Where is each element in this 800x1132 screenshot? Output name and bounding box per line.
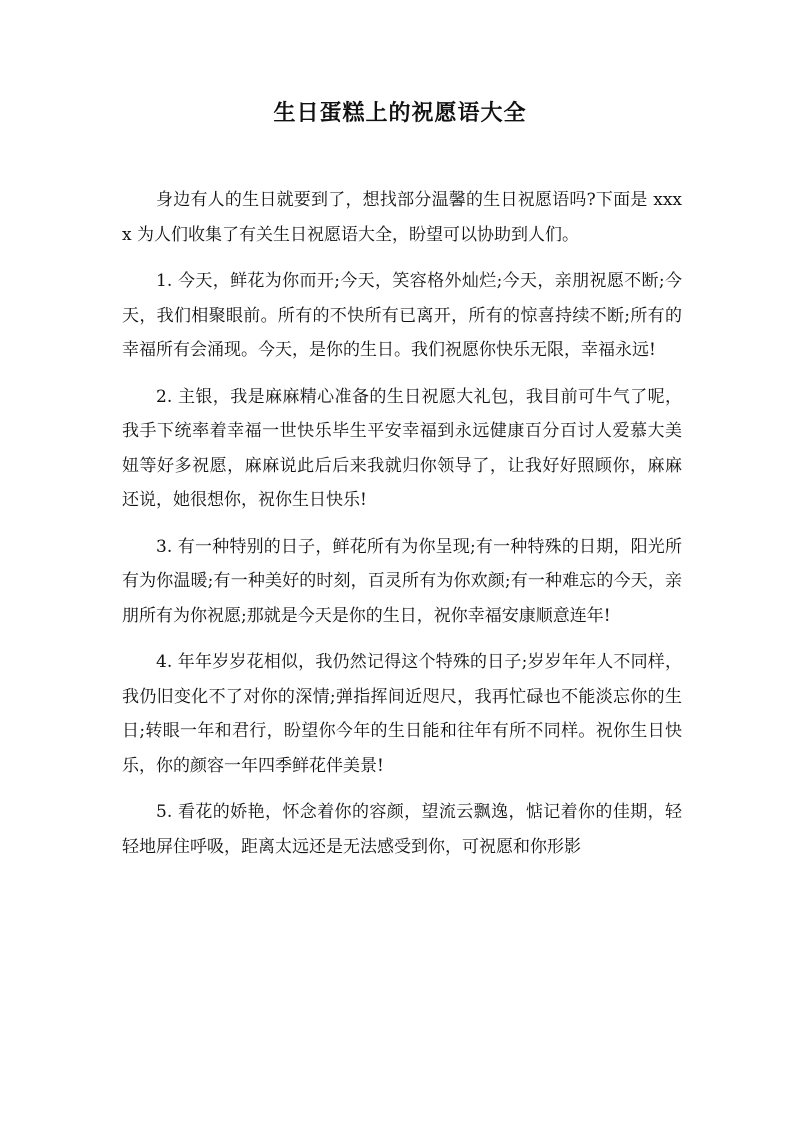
wish-paragraph-2: 2. 主银，我是麻麻精心准备的生日祝愿大礼包，我目前可牛气了呢，我手下统率着幸福一世快乐毕生平安幸福到永远健康百分百讨人爱慕大美妞等好多祝愿，麻麻说此后后来我就归你领导了，让我好好照顾你，麻麻还说，她很想你，祝你生日快乐! [122,386,682,510]
document-title: 生日蛋糕上的祝愿语大全 [273,100,527,126]
wish-paragraph-4: 4. 年年岁岁花相似，我仍然记得这个特殊的日子;岁岁年年人不同样，我仍旧变化不了对你的深情;弹指挥间近咫尺，我再忙碌也不能淡忘你的生日;转眼一年和君行，盼望你今年的生日能和往年有所不同样。祝你生日快乐，你的颜容一年四季鲜花伴美景! [122,652,682,776]
document-body [122,183,682,876]
wish-paragraph-5: 5. 看花的娇艳，怀念着你的容颜，望流云飘逸，惦记着你的佳期，轻轻地屏住呼吸，距离太远还是无法感受到你，可祝愿和你形影 [122,802,682,857]
wish-paragraph-3: 3. 有一种特别的日子，鲜花所有为你呈现;有一种特殊的日期，阳光所有为你温暖;有一种美好的时刻，百灵所有为你欢颜;有一种难忘的今天，亲朋所有为你祝愿;那就是今天是你的生日，祝你幸福安康顺意连年! [122,536,682,626]
intro-paragraph: 身边有人的生日就要到了，想找部分温馨的生日祝愿语吗?下面是 xxxx 为人们收集了有关生日祝愿语大全，盼望可以协助到人们。 [122,190,682,245]
wish-paragraph-1: 1. 今天，鲜花为你而开;今天，笑容格外灿烂;今天，亲朋祝愿不断;今天，我们相聚眼前。所有的不快所有已离开，所有的惊喜持续不断;所有的幸福所有会涌现。今天，是你的生日。我们祝愿你快乐无限，幸福永远! [122,271,682,360]
